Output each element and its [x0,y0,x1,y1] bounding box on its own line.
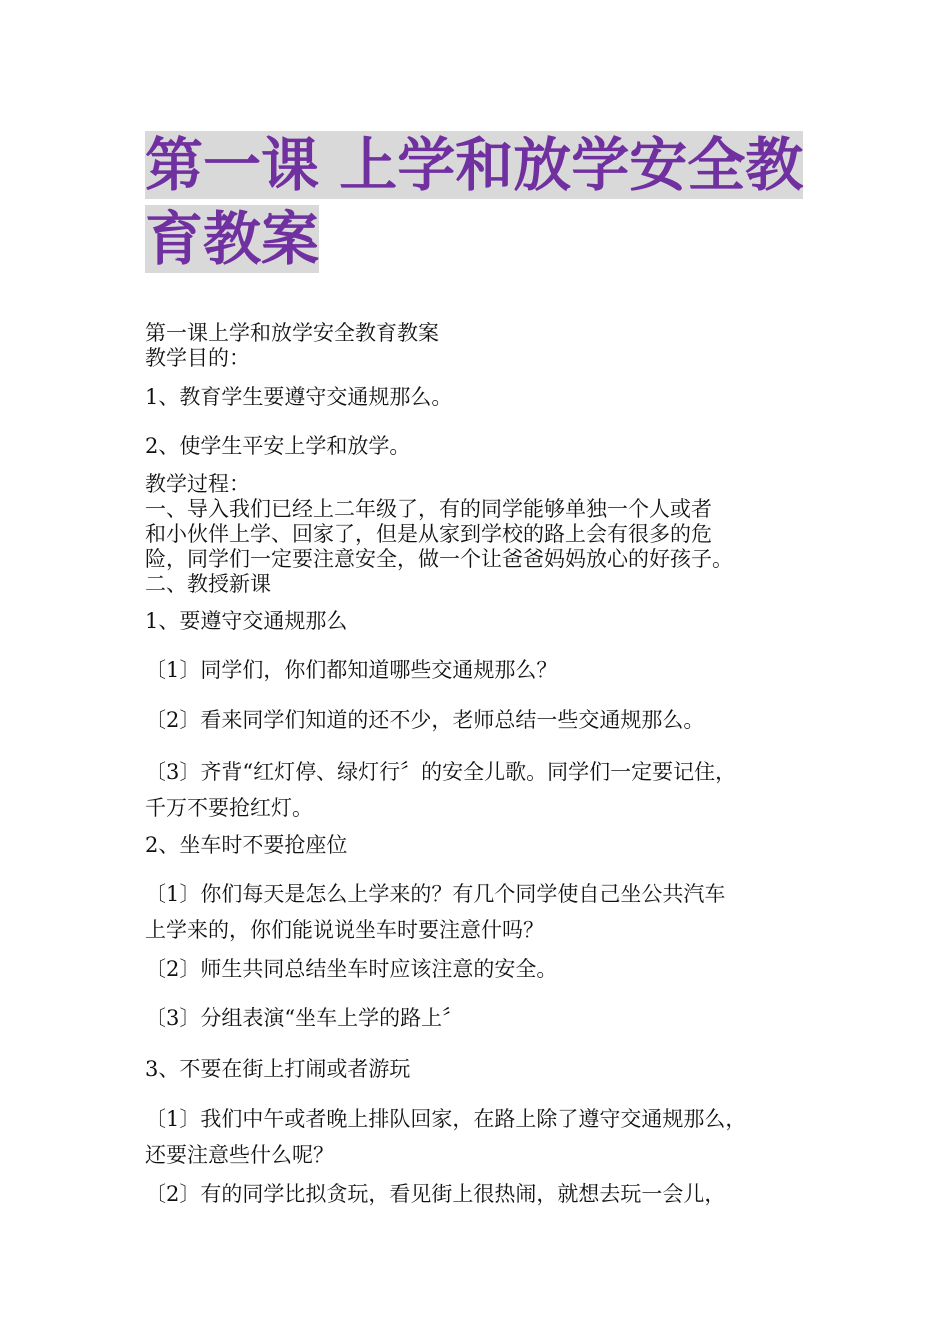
document-title [145,128,825,276]
body-paragraph [145,951,835,987]
body-paragraph [145,652,835,688]
body-paragraph [145,1000,835,1036]
body-paragraph [145,1101,835,1173]
text-line: 〔3〕齐背“红灯停、绿灯行〞的安全儿歌。同学们一定要记住， [145,760,737,784]
body-paragraph [145,379,835,415]
text-line: 〔1〕同学们，你们都知道哪些交通规那么？ [145,658,558,682]
text-line: 一、导入我们已经上二年级了，有的同学能够单独一个人或者 [145,497,712,521]
text-line: 险，同学们一定要注意安全，做一个让爸爸妈妈放心的好孩子。 [145,547,733,571]
text-line: 1、教育学生要遵守交通规那么。 [145,385,453,409]
body-paragraph [145,1176,835,1212]
text-line: 教学过程： [145,472,250,496]
text-line: 〔2〕看来同学们知道的还不少，老师总结一些交通规那么。 [145,708,705,732]
text-line: 〔2〕师生共同总结坐车时应该注意的安全。 [145,957,558,981]
text-line: 上学来的，你们能说说坐车时要注意什吗？ [145,918,544,942]
body-paragraph [145,827,835,863]
text-line: 千万不要抢红灯。 [145,796,313,820]
body-paragraph [145,321,835,371]
text-line: 〔1〕你们每天是怎么上学来的？有几个同学使自己坐公共汽车 [145,882,726,906]
text-line: 〔3〕分组表演“坐车上学的路上〞 [145,1006,464,1030]
text-line: 3、不要在街上打闹或者游玩 [145,1057,411,1081]
body-paragraph [145,1051,835,1087]
text-line: 1、要遵守交通规那么 [145,609,348,633]
text-line: 〔1〕我们中午或者晚上排队回家，在路上除了遵守交通规那么， [145,1107,747,1131]
title-line-2: 育教案 [145,205,320,273]
text-line: 教学目的： [145,346,250,370]
title-line-1: 第一课 上学和放学安全教 [145,131,804,199]
text-line: 第一课上学和放学安全教育教案 [145,321,439,345]
body-paragraph [145,603,835,639]
text-line: 〔2〕有的同学比拟贪玩，看见街上很热闹，就想去玩一会儿， [145,1182,726,1206]
text-line: 还要注意些什么呢？ [145,1143,334,1167]
text-line: 和小伙伴上学、回家了，但是从家到学校的路上会有很多的危 [145,522,712,546]
body-paragraph [145,702,835,738]
body-paragraph [145,754,835,826]
text-line: 2、坐车时不要抢座位 [145,833,348,857]
body-paragraph [145,472,835,597]
body-paragraph [145,876,835,948]
text-line: 2、使学生平安上学和放学。 [145,434,411,458]
text-line: 二、教授新课 [145,572,271,596]
body-paragraph [145,428,835,464]
